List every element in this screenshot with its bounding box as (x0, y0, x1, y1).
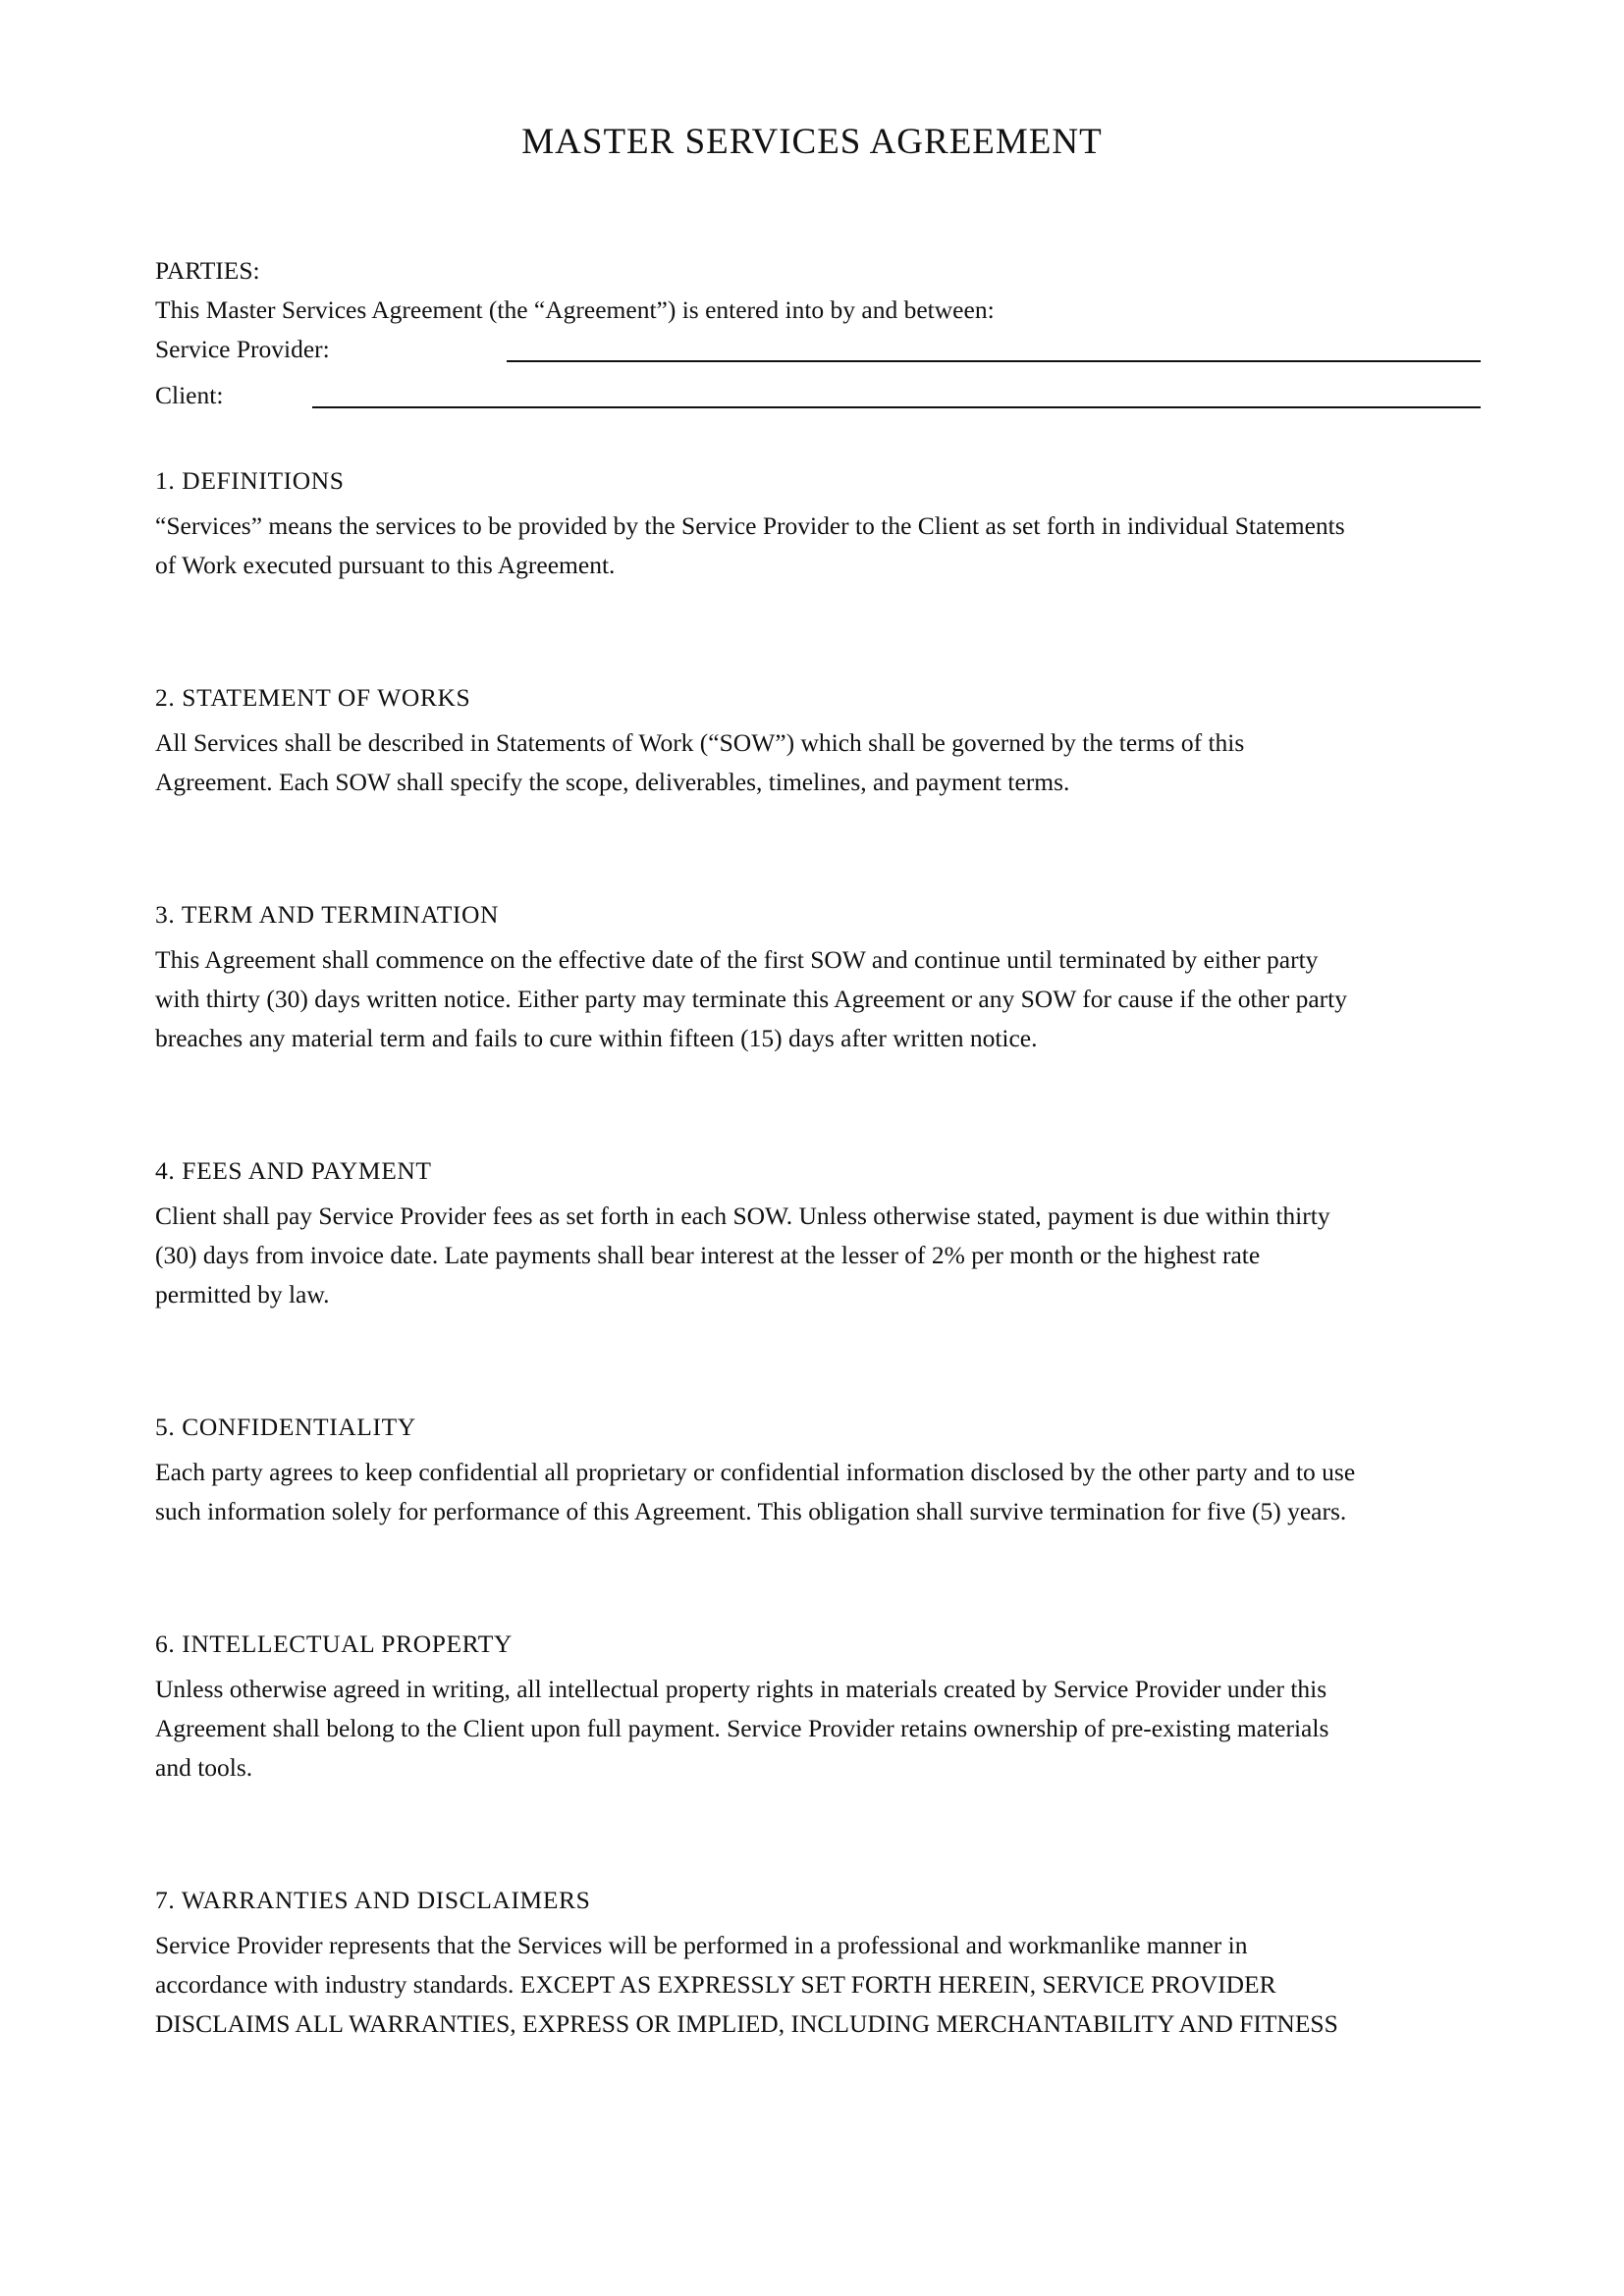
section-line: breaches any material term and fails to cure within fifteen (15) days after written notice. (155, 1024, 1038, 1052)
section-text (155, 723, 1481, 802)
section-line: such information solely for performance of this Agreement. This obligation shall survive termination for five (5) years. (155, 1497, 1347, 1525)
section-line: Each party agrees to keep confidential all proprietary or confidential information disclosed by the other party and to use (155, 1458, 1356, 1486)
section-line: with thirty (30) days written notice. Either party may terminate this Agreement or any SOW for cause if the other party (155, 985, 1347, 1013)
section-line: permitted by law. (155, 1280, 330, 1308)
section-line: This Agreement shall commence on the effective date of the first SOW and continue until terminated by either party (155, 945, 1319, 974)
section-text (155, 1926, 1481, 2044)
section-text (155, 1453, 1481, 1531)
section-line: Agreement shall belong to the Client upon full payment. Service Provider retains ownership of pre-existing materials (155, 1714, 1329, 1742)
section-line: and tools. (155, 1753, 253, 1782)
section-heading: 3. TERM AND TERMINATION (155, 900, 500, 929)
section-line: of Work executed pursuant to this Agreement. (155, 551, 616, 579)
document-title: MASTER SERVICES AGREEMENT (521, 122, 1103, 162)
client-label: Client: (155, 381, 224, 409)
section-line: All Services shall be described in Statements of Work (“SOW”) which shall be governed by the terms of this (155, 728, 1245, 757)
section-heading: 1. DEFINITIONS (155, 466, 345, 495)
section-statement-of-works (155, 678, 1481, 802)
section-text (155, 507, 1481, 585)
section-line: (30) days from invoice date. Late payments shall bear interest at the lesser of 2% per month or the highest rate (155, 1241, 1261, 1269)
client-field[interactable] (312, 406, 1481, 408)
section-text (155, 1197, 1481, 1314)
section-text (155, 1670, 1481, 1788)
section-definitions (155, 461, 1481, 585)
section-line: Unless otherwise agreed in writing, all intellectual property rights in materials created by Service Provider under this (155, 1675, 1327, 1703)
client-row (155, 376, 1481, 422)
section-term-and-termination (155, 895, 1481, 1058)
section-heading: 4. FEES AND PAYMENT (155, 1156, 432, 1185)
service-provider-field[interactable] (507, 360, 1481, 362)
section-line: accordance with industry standards. EXCEPT AS EXPRESSLY SET FORTH HEREIN, SERVICE PROVIDER (155, 1970, 1276, 1999)
section-heading: 6. INTELLECTUAL PROPERTY (155, 1629, 513, 1658)
service-provider-row (155, 330, 1481, 376)
parties-block (155, 251, 1481, 422)
parties-heading: PARTIES: (155, 256, 260, 285)
section-line: Agreement. Each SOW shall specify the scope, deliverables, timelines, and payment terms. (155, 768, 1070, 796)
section-line: DISCLAIMS ALL WARRANTIES, EXPRESS OR IMPLIED, INCLUDING MERCHANTABILITY AND FITNESS (155, 2009, 1338, 2038)
section-warranties-and-disclaimers (155, 1881, 1481, 2044)
section-heading: 2. STATEMENT OF WORKS (155, 683, 471, 712)
section-line: Service Provider represents that the Services will be performed in a professional and workmanlike manner in (155, 1931, 1248, 1959)
section-confidentiality (155, 1408, 1481, 1531)
parties-intro: This Master Services Agreement (the “Agreement”) is entered into by and between: (155, 295, 995, 324)
document-body (155, 251, 1481, 2044)
section-heading: 5. CONFIDENTIALITY (155, 1413, 416, 1441)
section-heading: 7. WARRANTIES AND DISCLAIMERS (155, 1886, 591, 1914)
section-line: Client shall pay Service Provider fees as set forth in each SOW. Unless otherwise stated, payment is due within thirty (155, 1201, 1330, 1230)
section-fees-and-payment (155, 1151, 1481, 1314)
section-intellectual-property (155, 1625, 1481, 1788)
section-line: “Services” means the services to be provided by the Service Provider to the Client as set forth in individual Statements (155, 511, 1345, 540)
service-provider-label: Service Provider: (155, 335, 330, 363)
section-text (155, 940, 1481, 1058)
